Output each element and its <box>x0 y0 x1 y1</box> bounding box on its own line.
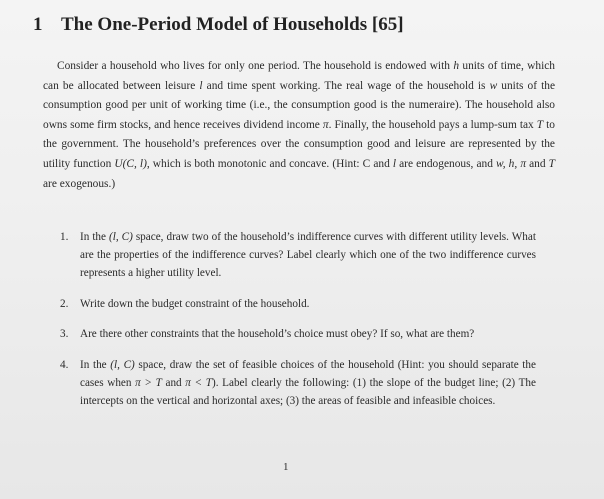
question-number: 1. <box>60 231 69 243</box>
intro-text: are endogenous, and <box>396 157 496 170</box>
question-item <box>60 325 536 343</box>
question-number: 4. <box>60 359 69 371</box>
math-case-less: π < T <box>185 377 212 389</box>
intro-text: and time spent working. The real wage of the household is <box>202 79 490 92</box>
math-case-greater: π > T <box>135 377 162 389</box>
intro-text: and <box>526 157 549 170</box>
section-title: The One-Period Model of Households [65] <box>61 14 404 35</box>
question-text: space, draw the set of feasible choices of the household (Hint: you should separate the cases when <box>80 359 536 389</box>
math-utility-function: U(C, l) <box>114 157 147 170</box>
intro-text: to the government. The household’s preferences over the consumption good and leisure are represented by the utility function <box>43 118 555 170</box>
math-l: l <box>199 79 203 92</box>
intro-text: , which is both monotonic and concave. (Hint: C and <box>146 157 393 170</box>
question-text: Are there other constraints that the household’s choice must obey? If so, what are them? <box>80 328 475 340</box>
page-number: 1 <box>283 461 289 473</box>
section-heading <box>33 14 593 36</box>
question-text: Write down the budget constraint of the household. <box>80 298 310 310</box>
intro-text: units of time, which can be allocated between leisure <box>43 60 555 92</box>
question-text: space, draw two of the household’s indifference curves with different utility levels. What are the properties of the indifference curves? Label clearly which one of the two indifference curves represents a higher utility level. <box>80 231 536 279</box>
math-exogenous-vars: w, h, π <box>496 157 527 170</box>
question-item <box>60 228 536 282</box>
math-w: w <box>489 79 498 92</box>
question-item <box>60 356 536 410</box>
intro-text: Consider a household who lives for only one period. The household is endowed with <box>57 60 454 72</box>
intro-text: units of the consumption good per unit of working time (i.e., the consumption good is the numeraire). The household also owns some firm stocks, and hence receives dividend income <box>43 79 555 131</box>
question-text: and <box>161 377 186 389</box>
question-text: In the <box>80 231 109 243</box>
question-text: ). Label clearly the following: (1) the slope of the budget line; (2) The intercepts on the vertical and horizontal axes; (3) the areas of feasible and infeasible choices. <box>80 377 536 407</box>
question-item <box>60 295 536 313</box>
section-number: 1 <box>33 14 43 35</box>
question-number: 3. <box>60 328 69 340</box>
math-l: l <box>392 157 397 170</box>
math-T: T <box>548 157 555 170</box>
math-h: h <box>453 60 460 72</box>
math-space: (l, C) <box>110 359 135 371</box>
question-list <box>60 228 536 410</box>
intro-text: . Finally, the household pays a lump-sum tax <box>328 118 537 131</box>
math-pi: π <box>322 118 329 131</box>
math-T: T <box>536 118 544 131</box>
math-space: (l, C) <box>109 231 133 243</box>
question-number: 2. <box>60 298 69 310</box>
question-text: In the <box>80 359 111 371</box>
intro-text: are exogenous.) <box>43 177 116 190</box>
intro-paragraph <box>43 57 555 194</box>
